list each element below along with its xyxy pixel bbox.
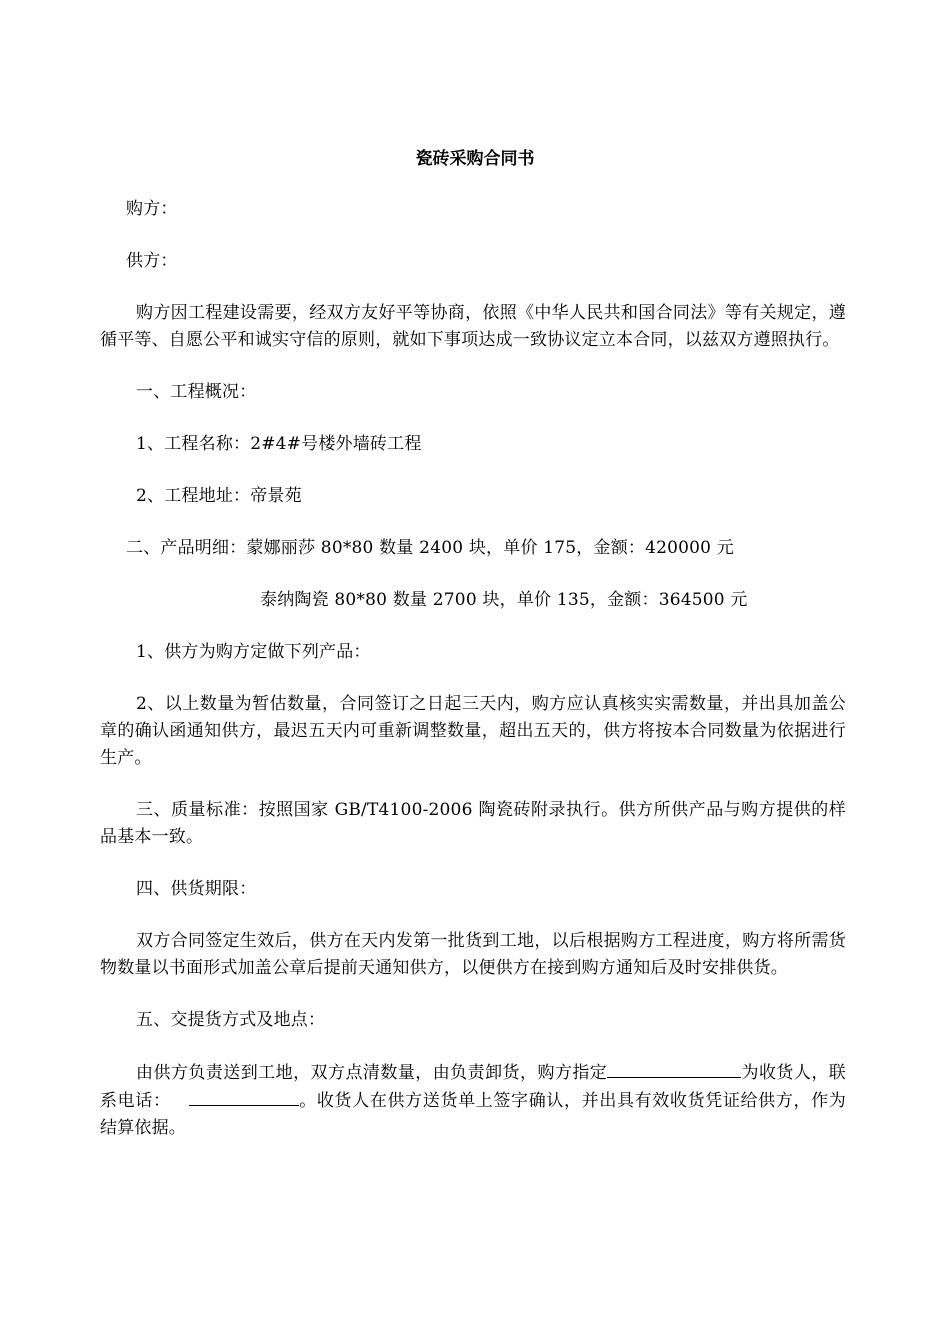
- product-line-2: 泰纳陶瓷 80*80 数量 2700 块，单价 135，金额：364500 元: [260, 590, 748, 610]
- project-address-line: 2、工程地址：帝景苑: [136, 486, 302, 506]
- phone-blank: [189, 1087, 299, 1106]
- section5-heading: 五、交提货方式及地点：: [136, 1010, 326, 1030]
- section2-heading: 二、产品明细：蒙娜丽莎 80*80 数量 2400 块，单价 175，金额：420000 元: [126, 538, 734, 558]
- section2-item2: 2、以上数量为暂估数量，合同签订之日起三天内，购方应认真核实实需数量，并出具加盖公章的确认函通知供方，最迟五天内可重新调整数量，超出五天的，供方将按本合同数量为依据进行生产。: [100, 694, 846, 768]
- contract-page: [100, 146, 846, 1167]
- document-title: 瓷砖采购合同书: [415, 149, 535, 169]
- receiver-blank: [607, 1059, 741, 1078]
- project-name-line: 1、工程名称：2#4#号楼外墙砖工程: [136, 434, 422, 454]
- seller-line: 供方：: [126, 251, 178, 271]
- section5-text-part2: 为收货人，联系电话：: [100, 1063, 846, 1111]
- buyer-line: 购方：: [126, 199, 178, 219]
- intro-paragraph: 购方因工程建设需要，经双方友好平等协商，依照《中华人民共和国合同法》等有关规定，遵循平等、自愿公平和诚实守信的原则，就如下事项达成一致协议定立本合同，以兹双方遵照执行。: [100, 303, 846, 350]
- section5-text-part1: 由供方负责送到工地，双方点清数量，由负责卸货，购方指定: [136, 1063, 608, 1083]
- section2-item1: 1、供方为购方定做下列产品：: [136, 642, 371, 662]
- section5-text-part3: 。收货人在供方送货单上签字确认，并出具有效收货凭证给供方，作为结算依据。: [100, 1091, 846, 1138]
- section4-heading: 四、供货期限：: [136, 879, 257, 899]
- section4-paragraph: 双方合同签定生效后，供方在天内发第一批货到工地，以后根据购方工程进度，购方将所需货物数量以书面形式加盖公章后提前天通知供方，以便供方在接到购方通知后及时安排供货。: [100, 931, 846, 978]
- section3-paragraph: 三、质量标准：按照国家 GB/T4100-2006 陶瓷砖附录执行。供方所供产品与购方提供的样品基本一致。: [100, 800, 846, 847]
- section1-heading: 一、工程概况：: [136, 382, 257, 402]
- section5-paragraph: [100, 1059, 846, 1142]
